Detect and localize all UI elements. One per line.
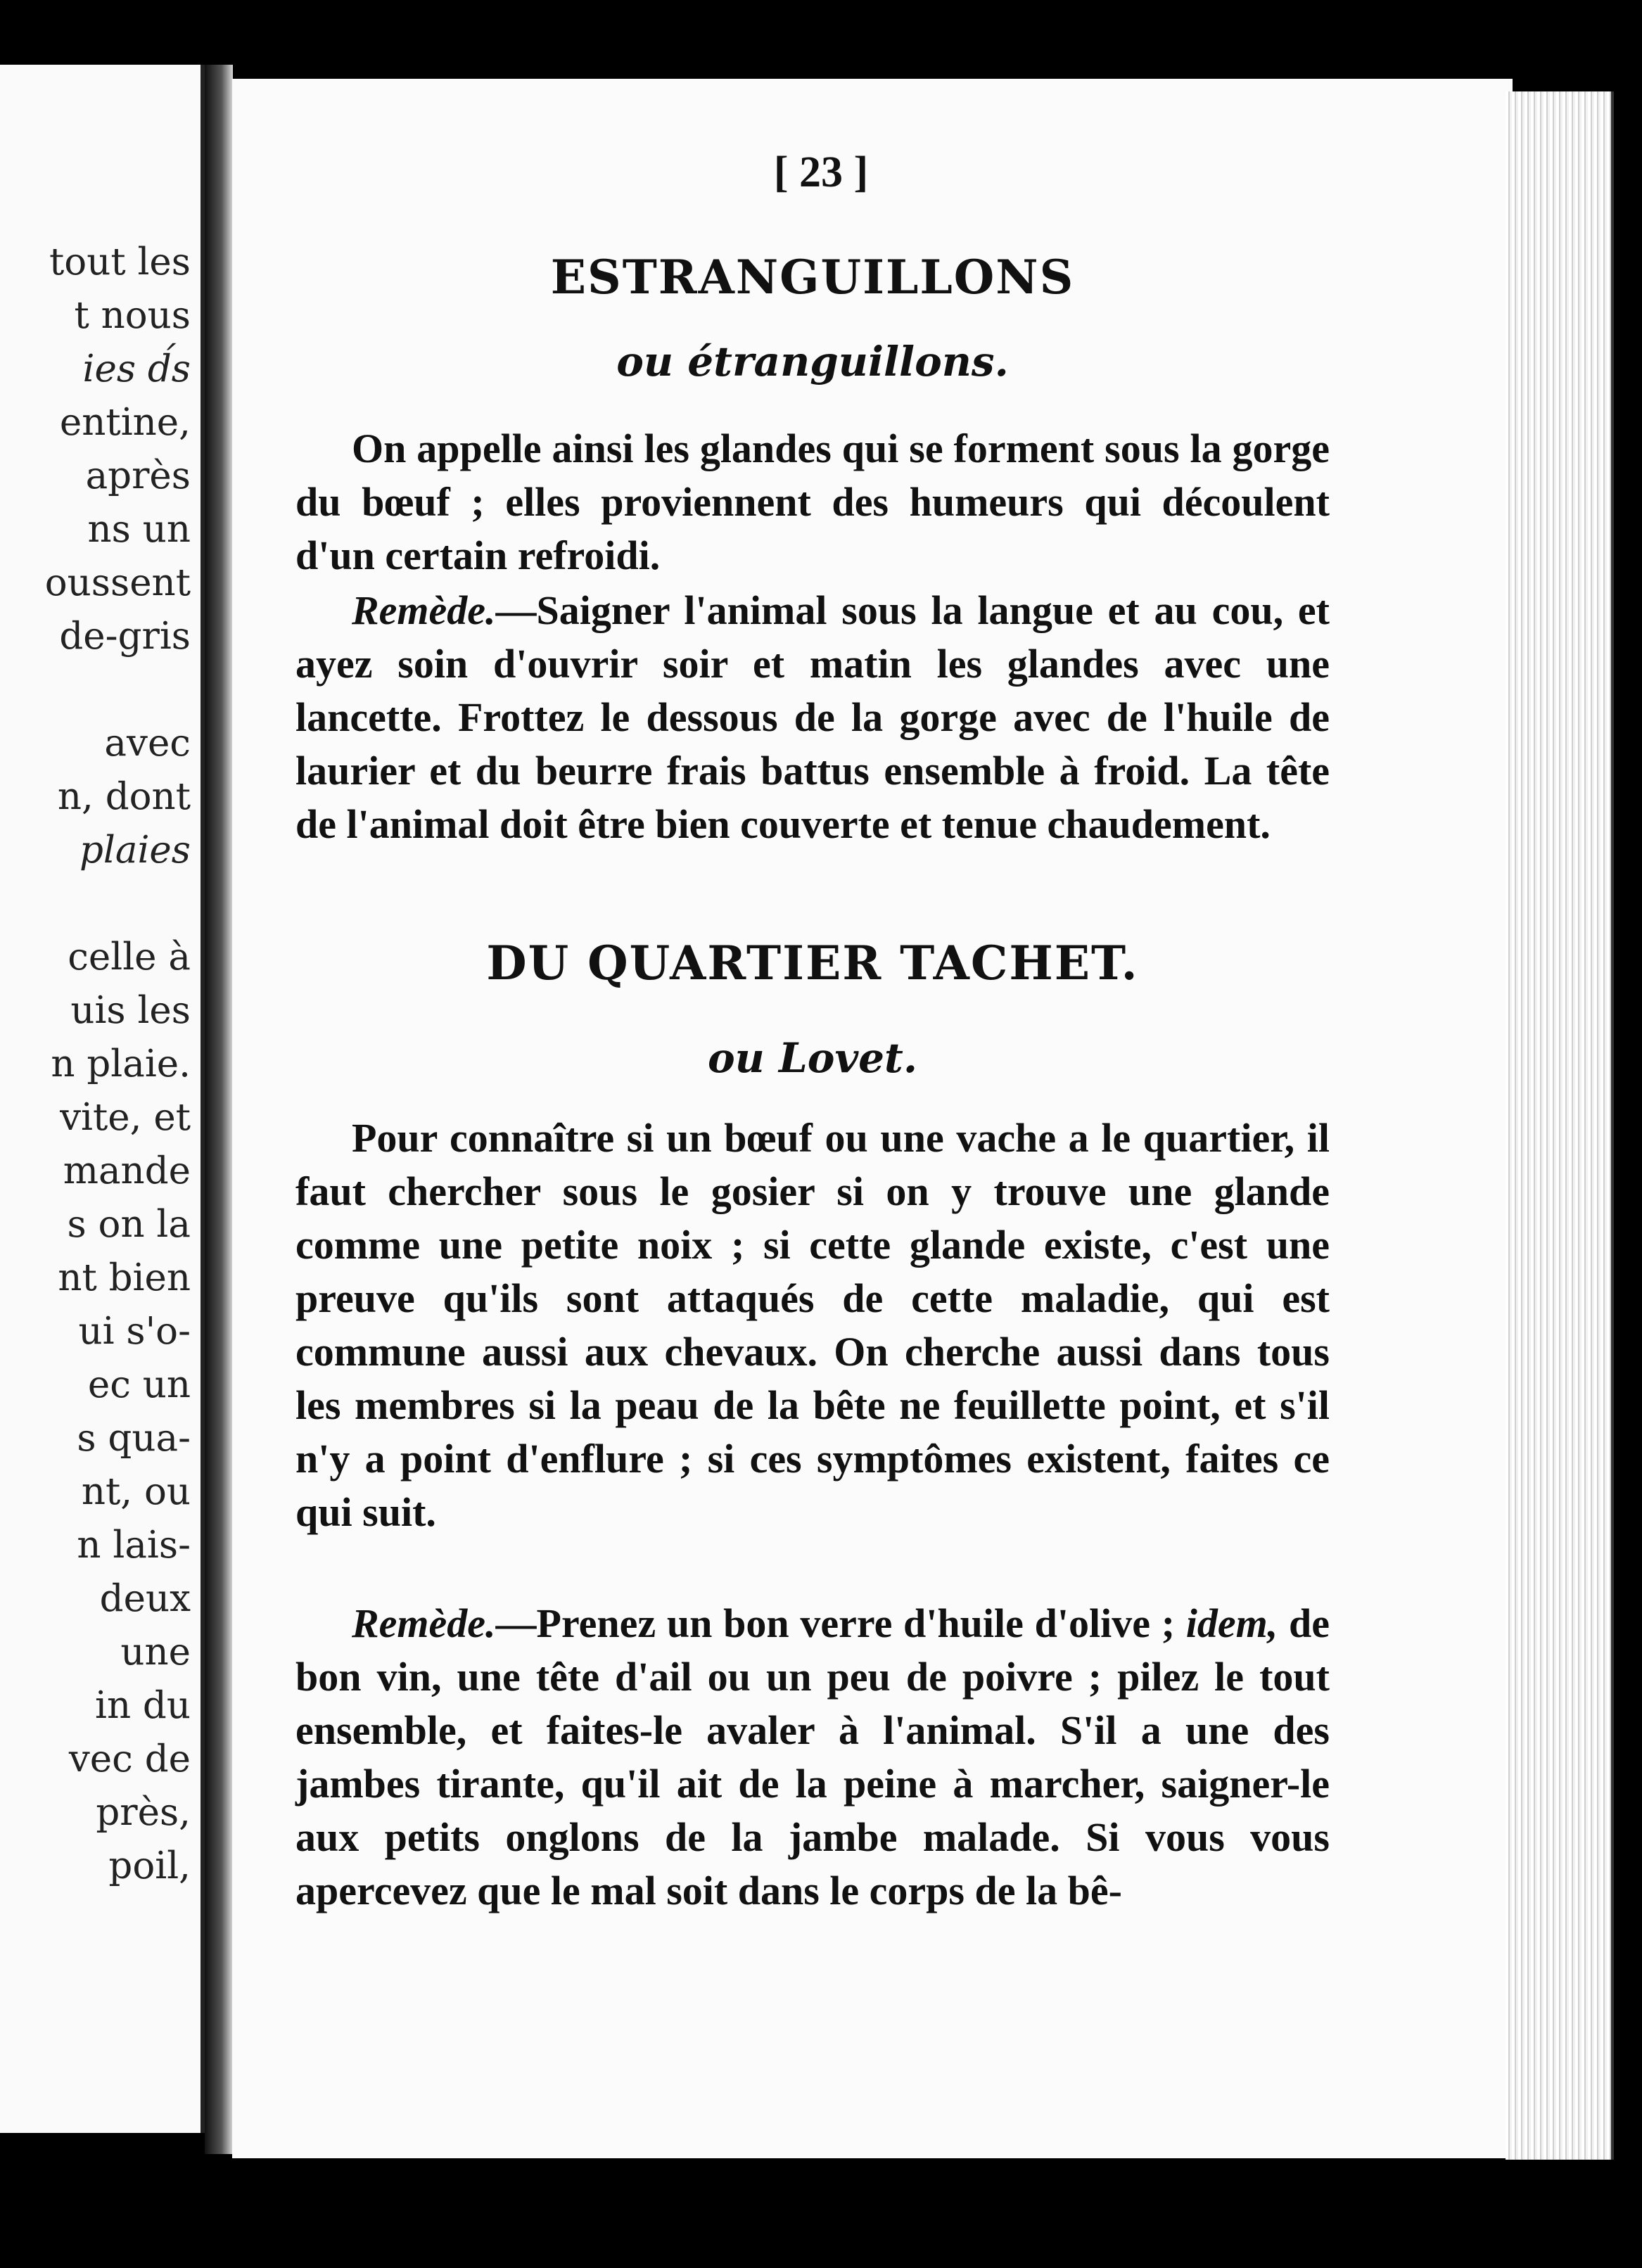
- remedy-label: Remède.: [352, 587, 496, 633]
- previous-page-line: entine,: [59, 401, 191, 444]
- previous-page-line: ies d́s: [82, 348, 191, 390]
- previous-page-line: t nous: [74, 294, 191, 337]
- previous-page-fragment: [0, 65, 205, 2133]
- previous-page-line: celle à: [68, 936, 191, 979]
- previous-page-line: s qua-: [77, 1417, 191, 1460]
- previous-page-line: de-gris: [59, 615, 191, 658]
- paragraph-remedy: [295, 584, 1330, 851]
- section-title-estranguillons: ESTRANGUILLONS: [550, 250, 1075, 305]
- section-title-quartier-tachet: DU QUARTIER TACHET.: [486, 936, 1139, 990]
- page-edges: [1506, 91, 1614, 2160]
- previous-page-line: oussent: [44, 561, 191, 604]
- previous-page-line: avec: [104, 722, 191, 765]
- page-number: [ 23 ]: [773, 148, 869, 196]
- previous-page-line: n plaie.: [51, 1043, 191, 1085]
- remedy-text-2a: —Prenez un bon verre d'huile d'olive ;: [495, 1600, 1186, 1646]
- previous-page-line: n lais-: [77, 1524, 191, 1567]
- book-gutter: [205, 65, 233, 2154]
- remedy-label-2: Remède.: [352, 1600, 496, 1646]
- previous-page-line: plaies: [79, 829, 191, 872]
- previous-page-line: mande: [63, 1149, 191, 1192]
- idem-word: idem,: [1185, 1600, 1278, 1646]
- previous-page-line: près,: [96, 1791, 191, 1834]
- paragraph-definition: On appelle ainsi les glandes qui se forment sous la gorge du bœuf ; elles proviennent des humeurs qui découlent d'un certain refroidi.: [295, 426, 1330, 578]
- previous-page-line: n, dont: [57, 775, 191, 818]
- paragraph-diagnosis: Pour connaître si un bœuf ou une vache a le quartier, il faut chercher sous le gosier si on y trouve une glande comme une petite noix ; si cette glande existe, c'est une preuve qu'ils sont attaqués de cette maladie, qui est commune aussi aux chevaux. On cherche aussi dans tous les membres si la peau de la bête ne feuillette point, et s'il n'y a point d'enflure ; si ces symptômes existent, faites ce qui suit.: [295, 1115, 1330, 1535]
- section-subtitle-lovet: ou Lovet.: [707, 1034, 918, 1082]
- remedy-text-2b: de bon vin, une tête d'ail ou un peu de poivre ; pilez le tout ensemble, et faites-le avaler à l'animal. S'il a une des jambes tirante, qu'il ait de la peine à marcher, saigner-le aux petits onglons de la jambe malade. Si vous vous apercevez que le mal soit dans le corps de la bê-: [295, 1600, 1330, 1913]
- remedy-text: —Saigner l'animal sous la langue et au cou, et ayez soin d'ouvrir soir et matin les glandes avec une lancette. Frottez le dessous de la gorge avec de l'huile de laurier et du beurre frais battus ensemble à froid. La tête de l'animal doit être bien couverte et tenue chaudement.: [295, 587, 1330, 847]
- previous-page-line: ns un: [87, 508, 191, 551]
- previous-page-line: une: [120, 1631, 191, 1674]
- paragraph-remedy-2: [295, 1597, 1330, 1918]
- previous-page-line: s on la: [67, 1203, 191, 1246]
- previous-page-line: tout les: [49, 241, 191, 284]
- previous-page-line: nt, ou: [81, 1470, 191, 1513]
- previous-page-line: uis les: [70, 989, 191, 1032]
- previous-page-line: ec un: [87, 1363, 191, 1406]
- previous-page-line: poil,: [108, 1845, 191, 1887]
- previous-page-line: in du: [95, 1684, 191, 1727]
- previous-page-line: nt bien: [58, 1256, 191, 1299]
- previous-page-line: ui s'o-: [78, 1310, 191, 1353]
- previous-page-line: vec de: [68, 1738, 191, 1780]
- previous-page-line: après: [85, 454, 191, 497]
- previous-page-line: vite, et: [60, 1096, 191, 1139]
- section-subtitle-estranguillons: ou étranguillons.: [616, 338, 1009, 386]
- previous-page-line: deux: [99, 1577, 191, 1620]
